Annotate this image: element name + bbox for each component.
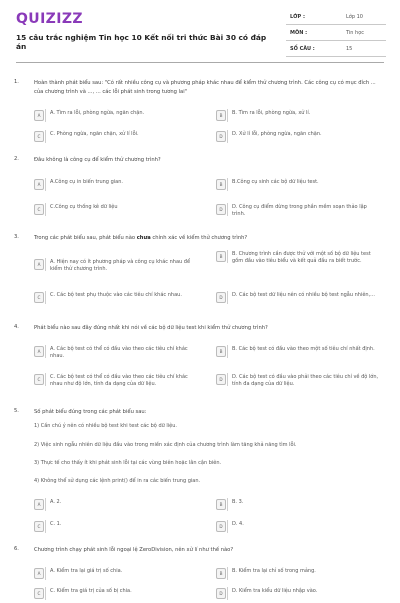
statement-2: 2) Việc sinh ngẫu nhiên dữ liệu đầu vào trong miền xác định của chương trình làm tăng khả năng tìm lỗi. xyxy=(34,442,297,448)
question-text-emphasis: chưa xyxy=(136,235,151,241)
question-text: Phát biểu nào sau đây đúng nhất khi nói về các bộ dữ liệu test khi kiểm thử chương trình? xyxy=(34,325,268,331)
option-text: A. Hiện nay có ít phương pháp và công cụ khác nhau để kiểm thử chương trình. xyxy=(50,259,191,273)
meta-label: SỐ CÂU : xyxy=(290,46,315,52)
option-text: A. Tìm ra lỗi, phòng ngừa, ngăn chặn. xyxy=(50,110,145,116)
meta-info xyxy=(286,14,386,62)
question-text: Đâu không là công cụ để kiểm thử chương trình? xyxy=(34,157,161,163)
option-c[interactable] xyxy=(34,203,194,219)
meta-row-count xyxy=(286,46,386,62)
option-d[interactable] xyxy=(216,587,376,603)
option-a[interactable] xyxy=(34,258,194,274)
option-letter-badge: A xyxy=(34,110,44,121)
option-letter-badge: C xyxy=(34,374,44,385)
meta-value: 15 xyxy=(346,46,353,52)
option-b[interactable] xyxy=(216,345,376,361)
meta-label: MÔN : xyxy=(290,30,308,36)
option-text: A. Các bộ test có thể có đầu vào theo các tiêu chí khác nhau. xyxy=(50,346,188,360)
option-text: D. 4. xyxy=(232,521,244,527)
option-c[interactable] xyxy=(34,373,194,389)
option-letter-badge: B xyxy=(216,251,226,262)
option-letter-badge: A xyxy=(34,179,44,190)
meta-row-class xyxy=(286,14,386,30)
option-text: C. Phòng ngừa, ngăn chặn, xử lí lỗi. xyxy=(50,131,139,137)
option-a[interactable] xyxy=(34,178,194,194)
option-letter-badge: C xyxy=(34,204,44,215)
question-number: 5. xyxy=(14,408,19,414)
option-d[interactable] xyxy=(216,203,376,219)
option-letter-badge: B xyxy=(216,179,226,190)
question-text-end: chính xác về kiểm thử chương trình? xyxy=(150,235,248,241)
meta-row-subject xyxy=(286,30,386,46)
question-text: Hoàn thành phát biểu sau: "Có rất nhiều công cụ và phương pháp khác nhau để kiểm thử chương trình. Các công cụ có mục đích ... của chương trình và ..., ... các lỗi phát sinh trong tương lai" xyxy=(34,80,376,95)
question-text-start: Trong các phát biểu sau, phát biểu nào xyxy=(34,235,137,241)
option-letter-badge: B xyxy=(216,568,226,579)
question-number: 6. xyxy=(14,546,19,552)
option-letter-badge: D xyxy=(216,588,226,599)
option-text: B. Chương trình cần được thử với một số bộ dữ liệu test gồm đầu vào tiêu biểu và kết quả đầu ra biết trước. xyxy=(232,251,371,265)
option-text: C. Kiểm tra giá trị của số bị chia. xyxy=(50,588,132,594)
option-text: D. Kiểm tra kiểu dữ liệu nhập vào. xyxy=(232,588,318,594)
option-a[interactable] xyxy=(34,498,194,514)
option-letter-badge: D xyxy=(216,131,226,142)
option-c[interactable] xyxy=(34,520,194,536)
option-text: A. 2. xyxy=(50,499,62,505)
option-a[interactable] xyxy=(34,345,194,361)
option-c[interactable] xyxy=(34,587,194,603)
meta-value: Tin học xyxy=(346,30,365,36)
option-text: B. Tìm ra lỗi, phòng ngừa, xử lí. xyxy=(232,110,311,116)
option-text: D. Xử lí lỗi, phòng ngừa, ngăn chặn. xyxy=(232,131,322,137)
option-text: D. Các bộ test có đầu vào phải theo các tiêu chí về độ lớn, tính đa dạng của dữ liệu. xyxy=(232,374,379,388)
question-text: Chương trình chạy phát sinh lỗi ngoại lệ ZeroDivision, nên xử lí như thế nào? xyxy=(34,547,234,553)
option-text: D. Công cụ điểm dừng trong phần mềm soạn thảo lập trình. xyxy=(232,204,367,218)
question-number: 4. xyxy=(14,324,19,330)
question-number: 2. xyxy=(14,156,19,162)
option-text: D. Các bộ test dữ liệu nên có nhiều bộ test ngẫu nhiên,... xyxy=(232,292,375,298)
option-d[interactable] xyxy=(216,291,376,307)
option-letter-badge: A xyxy=(34,499,44,510)
option-letter-badge: B xyxy=(216,499,226,510)
option-letter-badge: D xyxy=(216,374,226,385)
question-text xyxy=(34,234,384,243)
worksheet-title: 15 câu trắc nghiệm Tin học 10 Kết nối tri thức Bài 30 có đáp án xyxy=(16,33,267,51)
option-letter-badge: A xyxy=(34,568,44,579)
option-c[interactable] xyxy=(34,130,194,146)
question-text: Số phát biểu đúng trong các phát biểu sau: xyxy=(34,409,147,415)
option-text: B. 3. xyxy=(232,499,244,505)
option-text: A.Công cụ in biến trung gian. xyxy=(50,179,123,185)
option-a[interactable] xyxy=(34,567,194,583)
option-text: A. Kiểm tra lại giá trị số chia. xyxy=(50,568,123,574)
statement-1: 1) Cần chú ý nên có nhiều bộ test khi test các bộ dữ liệu. xyxy=(34,423,177,429)
option-b[interactable] xyxy=(216,250,376,266)
option-letter-badge: B xyxy=(216,110,226,121)
option-text: B. Các bộ test có đầu vào theo một số tiêu chí nhất định. xyxy=(232,346,375,352)
question-number: 3. xyxy=(14,234,19,240)
option-letter-badge: D xyxy=(216,521,226,532)
option-a[interactable] xyxy=(34,109,194,125)
option-text: C.Công cụ thống kê dữ liệu xyxy=(50,204,118,210)
option-letter-badge: A xyxy=(34,259,44,270)
option-letter-badge: C xyxy=(34,588,44,599)
worksheet-header xyxy=(0,0,400,66)
quizizz-logo: QUIZIZZ xyxy=(16,11,83,27)
option-text: C. Các bộ test phụ thuộc vào các tiêu chí khác nhau. xyxy=(50,292,182,298)
option-d[interactable] xyxy=(216,373,379,389)
option-b[interactable] xyxy=(216,178,376,194)
option-letter-badge: A xyxy=(34,346,44,357)
option-letter-badge: D xyxy=(216,292,226,303)
option-d[interactable] xyxy=(216,520,376,536)
option-letter-badge: C xyxy=(34,131,44,142)
option-d[interactable] xyxy=(216,130,376,146)
statement-4: 4) Không thể sử dụng các lệnh print() để in ra các biến trung gian. xyxy=(34,478,201,484)
option-b[interactable] xyxy=(216,498,376,514)
meta-label: LỚP : xyxy=(290,14,305,20)
option-letter-badge: B xyxy=(216,346,226,357)
option-b[interactable] xyxy=(216,567,376,583)
statement-3: 3) Thực tế cho thấy ít khi phát sinh lỗi tại các vùng biên hoặc lân cận biên. xyxy=(34,460,222,466)
option-letter-badge: C xyxy=(34,521,44,532)
meta-value: Lớp 10 xyxy=(346,14,363,20)
option-c[interactable] xyxy=(34,291,194,307)
option-b[interactable] xyxy=(216,109,376,125)
question-number: 1. xyxy=(14,79,19,85)
option-text: C. Các bộ test có thể có đầu vào theo các tiêu chí khác nhau như độ lớn, tính đa dạng của dữ liệu. xyxy=(50,374,188,388)
option-text: B.Công cụ sinh các bộ dữ liệu test. xyxy=(232,179,319,185)
option-letter-badge: C xyxy=(34,292,44,303)
option-letter-badge: D xyxy=(216,204,226,215)
option-text: B. Kiểm tra lại chỉ số trong mảng. xyxy=(232,568,316,574)
header-divider xyxy=(16,62,384,63)
option-text: C. 1. xyxy=(50,521,62,527)
